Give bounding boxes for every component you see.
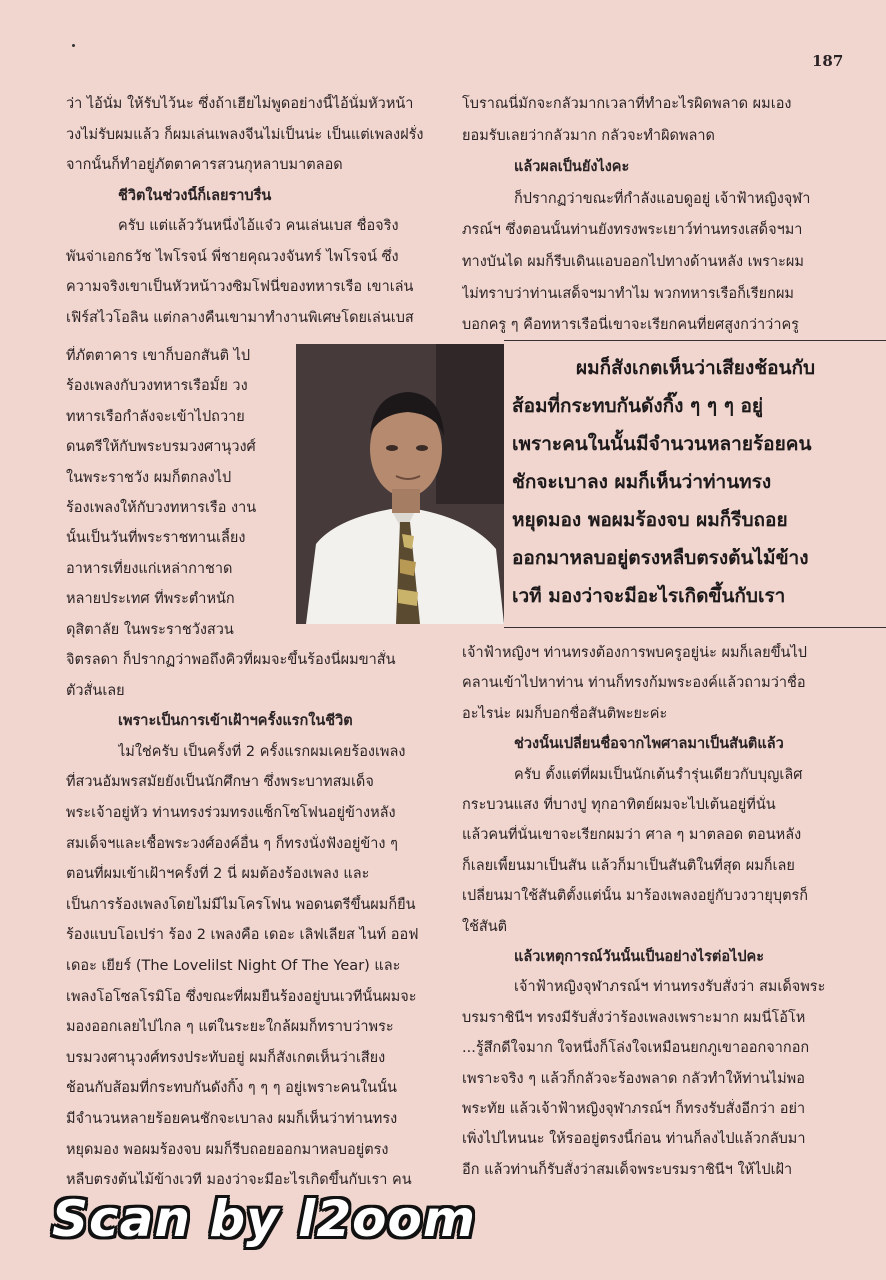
text-line: อีก แล้วท่านก็รับสั่งว่าสมเด็จพระบรมราชินีฯ ให้ไปเฝ้า	[462, 1161, 793, 1178]
text-line: ...รู้สึกดีใจมาก ใจหนึ่งก็โล่งใจเหมือนยกภูเขาออกจากอก	[462, 1040, 810, 1057]
text-line: ความจริงเขาเป็นหัวหน้าวงซิมโฟนี่ของทหารเรือ เขาเล่น	[66, 279, 414, 295]
text-line: บรมวงศานุวงศ์ทรงประทับอยู่ ผมก็สังเกตเห็นว่าเสียง	[66, 1049, 386, 1066]
text-line: จิตรลดา ก็ปรากฏว่าพอถึงคิวที่ผมจะขึ้นร้องนี่ผมขาสั่น	[66, 652, 396, 668]
text-line: เจ้าฟ้าหญิงฯ ท่านทรงต้องการพบครูอยู่น่ะ ผมก็เลยขึ้นไป	[462, 645, 807, 661]
text-line: ดนตรีให้กับพระบรมวงศานุวงศ์	[66, 439, 256, 456]
page-number: 187	[812, 52, 844, 70]
text-line: ในพระราชวัง ผมก็ตกลงไป	[66, 469, 232, 486]
text-line: ครับ แต่แล้ววันหนึ่งไอ้แจ๋ว คนเล่นเบส ชื่อจริง	[118, 218, 399, 234]
text-line: เพิ่งไปไหนนะ ให้รออยู่ตรงนี้ก่อน ท่านก็ลงไปแล้วกลับมา	[462, 1131, 806, 1148]
text-line: ช้อนกับส้อมที่กระทบกันดังกิ๊ง ๆ ๆ ๆ อยู่เพราะคนในนั้น	[66, 1080, 397, 1097]
text-line: ทหารเรือกำลังจะเข้าไปถวาย	[66, 408, 245, 425]
section-heading: แล้วผลเป็นยังไงคะ	[514, 159, 630, 176]
text-line: ภรณ์ฯ ซึ่งตอนนั้นท่านยังทรงพระเยาว์ท่านทรงเสด็จฯมา	[462, 222, 803, 239]
text-line: ที่ภัตตาคาร เขาก็บอกสันติ ไป	[66, 348, 251, 364]
text-line: ไม่ใช่ครับ เป็นครั้งที่ 2 ครั้งแรกผมเคยร้องเพลง	[118, 743, 406, 760]
scan-watermark: Scan by l2oom	[52, 1190, 476, 1248]
text-line: ที่สวนอัมพรสมัยยังเป็นนักศึกษา ซึ่งพระบาทสมเด็จ	[66, 774, 374, 791]
page-speck	[72, 44, 75, 47]
pull-quote-line: เวที มองว่าจะมีอะไรเกิดขึ้นกับเรา	[512, 585, 786, 607]
section-heading: เพราะเป็นการเข้าเฝ้าฯครั้งแรกในชีวิต	[118, 713, 353, 730]
text-line: พระทัย แล้วเจ้าฟ้าหญิงจุฬาภรณ์ฯ ก็ทรงรับสั่งอีกว่า อย่า	[462, 1101, 806, 1117]
pull-quote-line: หยุดมอง พอผมร้องจบ ผมก็รีบถอย	[512, 509, 788, 531]
text-line: พันจ่าเอกธวัช ไพโรจน์ พี่ชายคุณวงจันทร์ ไพโรจน์ ซึ่ง	[66, 248, 399, 265]
text-line: หยุดมอง พอผมร้องจบ ผมก็รีบถอยออกมาหลบอยู่ตรง	[66, 1141, 389, 1158]
text-line: หลายประเทศ ที่พระตำหนัก	[66, 591, 235, 608]
text-line: เพราะจริง ๆ แล้วก็กลัวจะร้องพลาด กลัวทำให้ท่านไม่พอ	[462, 1070, 805, 1087]
pull-quote-box	[504, 340, 886, 628]
text-line: ร้องเพลงกับวงทหารเรือมั้ย วง	[66, 378, 248, 395]
text-line: ใช้สันติ	[462, 918, 508, 935]
text-line: เจ้าฟ้าหญิงจุฬาภรณ์ฯ ท่านทรงรับสั่งว่า สมเด็จพระ	[514, 979, 826, 996]
pull-quote-line: เพราะคนในนั้นมีจำนวนหลายร้อยคน	[512, 433, 812, 455]
pull-quote-line: ส้อมที่กระทบกันดังกิ๊ง ๆ ๆ ๆ อยู่	[512, 395, 764, 417]
text-line: มีจำนวนหลายร้อยคนชักจะเบาลง ผมก็เห็นว่าท่านทรง	[66, 1111, 398, 1127]
text-line: ทางบันได ผมก็รีบเดินแอบออกไปทางด้านหลัง เพราะผม	[462, 254, 804, 270]
text-line: หลืบตรงต้นไม้ข้างเวที มองว่าจะมีอะไรเกิดขึ้นกับเรา คน	[66, 1172, 412, 1189]
section-heading: ช่วงนั้นเปลี่ยนชื่อจากไพศาลมาเป็นสันติแล้ว	[514, 736, 784, 753]
text-line: เป็นการร้องเพลงโดยไม่มีไมโครโฟน พอดนตรีขึ้นผมก็ยืน	[66, 896, 416, 913]
text-line: วงไม่รับผมแล้ว ก็ผมเล่นเพลงจีนไม่เป็นน่ะ เป็นแต่เพลงฝรั่ง	[66, 126, 424, 143]
text-line: จากนั้นก็ทำอยู่ภัตตาคารสวนกุหลาบมาตลอด	[66, 157, 343, 173]
text-line: ก็ปรากฏว่าขณะที่กำลังแอบดูอยู่ เจ้าฟ้าหญิงจุฬา	[514, 190, 811, 207]
text-line: บอกครู ๆ คือทหารเรือนี่เขาจะเรียกคนที่ยศสูงกว่าว่าครู	[462, 317, 799, 334]
pull-quote-line: ชักจะเบาลง ผมก็เห็นว่าท่านทรง	[512, 471, 772, 493]
portrait-illustration	[296, 344, 504, 624]
text-line: ดุสิตาลัย ในพระราชวังสวน	[66, 621, 234, 638]
text-line: บรมราชินีฯ ทรงมีรับสั่งว่าร้องเพลงเพราะมาก ผมนี่โอ้โห	[462, 1009, 806, 1026]
section-heading: แล้วเหตุการณ์วันนั้นเป็นอย่างไรต่อไปคะ	[514, 949, 765, 965]
text-line: อาหารเที่ยงแก่เหล่ากาชาด	[66, 560, 233, 577]
text-line: ร้องเพลงให้กับวงทหารเรือ งาน	[66, 500, 257, 516]
pull-quote-line: ออกมาหลบอยู่ตรงหลืบตรงต้นไม้ข้าง	[512, 547, 809, 569]
text-line: เดอะ เยียร์ (The Lovelilst Night Of The Year) และ	[66, 958, 401, 974]
text-line: ว่า ไอ้นั่ม ให้รับไว้นะ ซึ่งถ้าเฮียไม่พูดอย่างนี้ไอ้นั่มหัวหน้า	[66, 96, 414, 112]
text-line: อะไรน่ะ ผมก็บอกชื่อสันติพะยะค่ะ	[462, 705, 668, 722]
text-line: ก็เลยเพี้ยนมาเป็นสัน แล้วก็มาเป็นสันติในที่สุด ผมก็เลย	[462, 857, 795, 874]
text-line: คลานเข้าไปหาท่าน ท่านก็ทรงก้มพระองค์แล้วถามว่าชื่อ	[462, 675, 806, 692]
text-line: ยอมรับเลยว่ากลัวมาก กลัวจะทำผิดพลาด	[462, 127, 715, 144]
text-line: ร้องแบบโอเปร่า ร้อง 2 เพลงคือ เดอะ เลิฟเลียส ไนท์ ออฟ	[66, 927, 419, 944]
pull-quote-line: ผมก็สังเกตเห็นว่าเสียงช้อนกับ	[576, 357, 816, 379]
text-line: กระบวนแสง ที่บางปู ทุกอาทิตย์ผมจะไปเต้นอยู่ที่นั่น	[462, 797, 776, 813]
text-line: เปลี่ยนมาใช้สันติตั้งแต่นั้น มาร้องเพลงอยู่กับวงวายุบุตรก็	[462, 888, 809, 905]
text-line: ตัวสั่นเลย	[66, 682, 125, 699]
text-line: นั้นเป็นวันที่พระราชทานเลี้ยง	[66, 530, 246, 547]
text-line: ไม่ทราบว่าท่านเสด็จฯมาทำไม พวกทหารเรือก็เรียกผม	[462, 285, 794, 302]
text-line: ครับ ตั้งแต่ที่ผมเป็นนักเต้นรำรุ่นเดียวกับบุญเลิศ	[514, 766, 803, 783]
text-line: เฟิร์สไวโอลิน แต่กลางคืนเขามาทำงานพิเศษโดยเล่นเบส	[66, 309, 414, 326]
text-line: ตอนที่ผมเข้าเฝ้าฯครั้งที่ 2 นี่ ผมต้องร้องเพลง และ	[66, 866, 370, 883]
portrait-photo	[296, 344, 504, 624]
text-line: เพลงโอโซลโรมิโอ ซึ่งขณะที่ผมยืนร้องอยู่บนเวทีนั้นผมจะ	[66, 988, 417, 1005]
section-heading: ชีวิตในช่วงนี้ก็เลยราบรื่น	[118, 187, 272, 204]
text-line: สมเด็จฯและเชื้อพระวงศ์องค์อื่น ๆ ก็ทรงนั่งฟังอยู่ข้าง ๆ	[66, 835, 398, 852]
text-line: มองออกเลยไปไกล ๆ แต่ในระยะใกล้ผมก็ทราบว่าพระ	[66, 1019, 394, 1036]
text-line: โบราณนี่มักจะกลัวมากเวลาที่ทำอะไรผิดพลาด ผมเอง	[462, 96, 792, 112]
text-line: พระเจ้าอยู่หัว ท่านทรงร่วมทรงแซ็กโซโฟนอยู่ข้างหลัง	[66, 805, 396, 821]
text-line: แล้วคนที่นั่นเขาจะเรียกผมว่า ศาล ๆ มาตลอด ตอนหลัง	[462, 827, 802, 844]
